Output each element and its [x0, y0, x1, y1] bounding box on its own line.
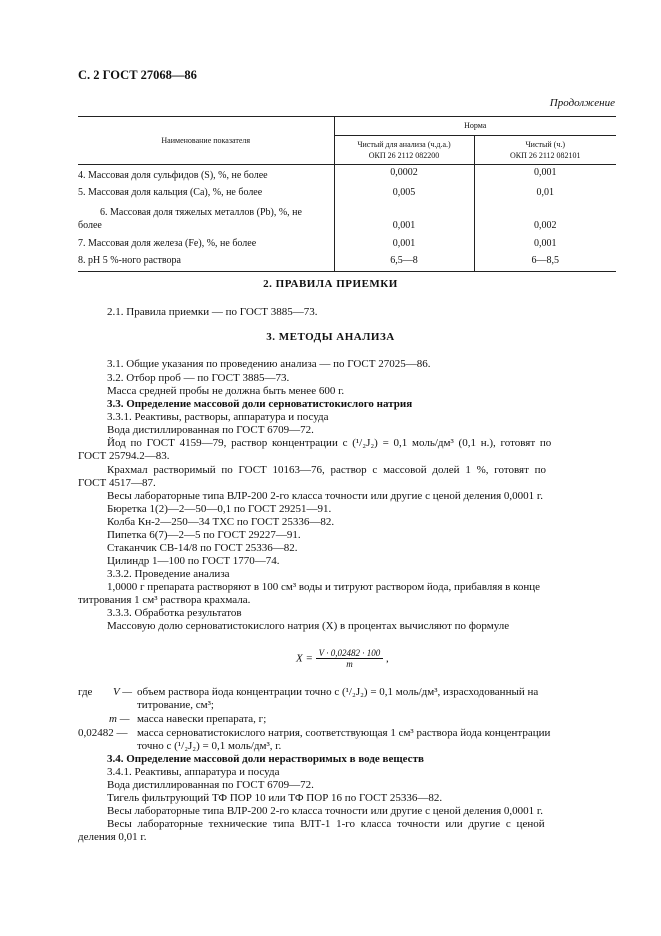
formula-lhs: X = [296, 652, 313, 665]
para-3-4-1: 3.4.1. Реактивы, аппаратура и посуда [107, 766, 280, 778]
row-name: 7. Массовая доля железа (Fe), %, не более [78, 238, 257, 249]
formula-denominator: m [346, 659, 353, 669]
row-name-line1: 6. Массовая доля тяжелых металлов (Pb), %, не [100, 207, 302, 218]
cylinder-line: Цилиндр 1—100 по ГОСТ 1770—74. [107, 555, 280, 567]
iodine-line-2: ГОСТ 25794.2—83. [78, 450, 170, 462]
c-symbol: 0,02482 — [78, 727, 128, 739]
table-row [78, 232, 616, 252]
procedure-line-1: 1,0000 г препарата растворяют в 100 см³ воды и титруют раствором йода, прибавляя в конце [107, 581, 541, 593]
para-3-3-1: 3.3.1. Реактивы, растворы, аппаратура и посуда [107, 411, 329, 423]
col-norm-header: Норма [334, 117, 616, 136]
water-line-2: Вода дистиллированная по ГОСТ 6709—72. [107, 779, 314, 791]
starch-line-1: Крахмал растворимый по ГОСТ 10163—76, раствор с массовой долей 1 %, готовят по [107, 464, 547, 476]
scales-line-3a: Весы лабораторные технические типа ВЛТ-1 1-го класса точности или другие с ценой [107, 818, 545, 830]
table-row [78, 184, 616, 201]
formula-tail: , [386, 652, 389, 665]
page-header: С. 2 ГОСТ 27068—86 [78, 68, 197, 82]
col2-line2: ОКП 26 2112 082101 [509, 151, 581, 160]
row-name: 5. Массовая доля кальция (Ca), %, не более [78, 187, 263, 198]
para-3-2: 3.2. Отбор проб — по ГОСТ 3885—73. [107, 372, 290, 384]
iodine-line-1: Йод по ГОСТ 4159—79, раствор концентрации c (¹/₂J₂) = 0,1 моль/дм³ (0,1 н.), готовят по [107, 437, 552, 449]
scales-line: Весы лабораторные типа ВЛР-200 2-го класса точности или другие с ценой деления 0,0001 г. [107, 490, 543, 502]
col2-line1: Чистый (ч.) [525, 140, 566, 149]
beaker-line: Стаканчик СВ-14/8 по ГОСТ 25336—82. [107, 542, 298, 554]
para-2-1: 2.1. Правила приемки — по ГОСТ 3885—73. [107, 306, 318, 318]
table-row [78, 252, 616, 272]
table-row [78, 165, 616, 185]
formula [296, 648, 389, 669]
starch-line-2: ГОСТ 4517—87. [78, 477, 156, 489]
c-desc-2: точно c (¹/₂J₂) = 0,1 моль/дм³, г. [137, 740, 282, 752]
row-value-1: 6,5—8 [334, 252, 474, 272]
row-value-1: 0,001 [334, 232, 474, 252]
procedure-line-2: титрования 1 см³ раствора крахмала. [78, 594, 251, 606]
m-symbol: m — [109, 713, 130, 725]
crucible-line: Тигель фильтрующий ТФ ПОР 10 или ТФ ПОР 16 по ГОСТ 25336—82. [107, 792, 443, 804]
para-3-3: 3.3. Определение массовой доли серноватистокислого натрия [107, 398, 413, 410]
norm-table [78, 116, 616, 272]
row-value-2: 0,001 [474, 165, 616, 185]
formula-numerator: V · 0,02482 · 100 [316, 648, 384, 659]
para-3-4: 3.4. Определение массовой доли нерастворимых в воде веществ [107, 753, 424, 765]
para-3-2-mass: Масса средней пробы не должна быть менее 600 г. [107, 385, 345, 397]
pipette-line: Пипетка 6(7)—2—5 по ГОСТ 29227—91. [107, 529, 301, 541]
row-value-1: 0,001 [334, 201, 474, 232]
col-name-header: Наименование показателя [78, 117, 334, 165]
where-label: где [78, 686, 93, 698]
water-line: Вода дистиллированная по ГОСТ 6709—72. [107, 424, 314, 436]
v-symbol: V — [113, 686, 133, 698]
col1-line2: ОКП 26 2112 082200 [368, 151, 440, 160]
row-name [78, 201, 334, 232]
m-desc: масса навески препарата, г; [137, 713, 267, 725]
para-3-3-2: 3.3.2. Проведение анализа [107, 568, 230, 580]
section-3-title: 3. МЕТОДЫ АНАЛИЗА [266, 331, 395, 343]
burette-line: Бюретка 1(2)—2—50—0,1 по ГОСТ 29251—91. [107, 503, 332, 515]
para-3-3-3: 3.3.3. Обработка результатов [107, 607, 242, 619]
col1-line1: Чистый для анализа (ч.д.а.) [357, 140, 451, 149]
scales-line-2: Весы лабораторные типа ВЛР-200 2-го класса точности или другие с ценой деления 0,0001 г. [107, 805, 543, 817]
row-value-1: 0,0002 [334, 165, 474, 185]
row-value-2: 0,01 [474, 184, 616, 201]
row-value-1: 0,005 [334, 184, 474, 201]
formula-fraction [316, 648, 384, 669]
para-3-1: 3.1. Общие указания по проведению анализа — по ГОСТ 27025—86. [107, 358, 431, 370]
row-value-2: 6—8,5 [474, 252, 616, 272]
section-2-title: 2. ПРАВИЛА ПРИЕМКИ [263, 278, 398, 290]
scales-line-3b: деления 0,01 г. [78, 831, 147, 843]
row-name-line2: более [78, 220, 102, 231]
v-desc-2: титрование, см³; [137, 699, 214, 711]
row-name: 4. Массовая доля сульфидов (S), %, не более [78, 170, 268, 181]
flask-line: Колба Кн-2—250—34 ТХС по ГОСТ 25336—82. [107, 516, 335, 528]
continuation-label: Продолжение [549, 97, 615, 109]
c-desc-1: масса серноватистокислого натрия, соответствующая 1 см³ раствора йода концентрации [137, 727, 551, 739]
table-row [78, 201, 616, 232]
v-desc-1: объем раствора йода концентрации точно c (¹/₂J₂) = 0,1 моль/дм³, израсходованный на [137, 686, 539, 698]
col2-header [474, 136, 616, 165]
row-name: 8. pH 5 %-ного раствора [78, 255, 181, 266]
row-value-2: 0,001 [474, 232, 616, 252]
processing-line: Массовую долю серноватистокислого натрия (X) в процентах вычисляют по формуле [107, 620, 510, 632]
col1-header [334, 136, 474, 165]
row-value-2: 0,002 [474, 201, 616, 232]
